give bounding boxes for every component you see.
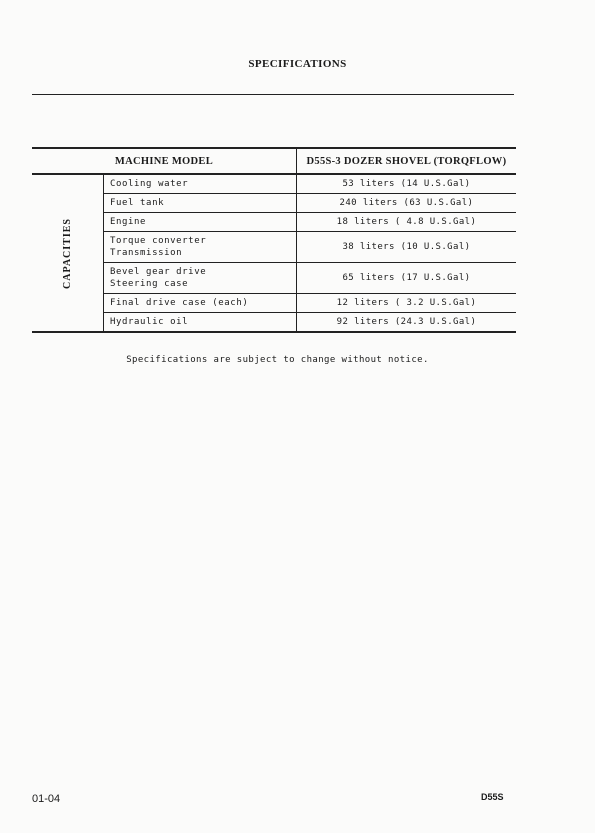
table-row: [32, 194, 516, 213]
row-value: 38 liters (10 U.S.Gal): [296, 232, 516, 263]
row-item: Engine: [103, 213, 296, 232]
header-rule: [32, 94, 514, 95]
row-item: Torque converter Transmission: [103, 232, 296, 263]
header-machine-name: D55S-3 DOZER SHOVEL (TORQFLOW): [296, 148, 516, 174]
table-row: [32, 263, 516, 294]
header-machine-model: MACHINE MODEL: [32, 148, 296, 174]
row-item: Final drive case (each): [103, 294, 296, 313]
row-item: Cooling water: [103, 174, 296, 194]
row-value: 18 liters ( 4.8 U.S.Gal): [296, 213, 516, 232]
row-item: Fuel tank: [103, 194, 296, 213]
row-value: 240 liters (63 U.S.Gal): [296, 194, 516, 213]
table-row: [32, 174, 516, 194]
page-number: 01-04: [32, 793, 61, 805]
row-value: 53 liters (14 U.S.Gal): [296, 174, 516, 194]
row-value: 92 liters (24.3 U.S.Gal): [296, 313, 516, 333]
page-title: SPECIFICATIONS: [248, 58, 347, 70]
row-value: 65 liters (17 U.S.Gal): [296, 263, 516, 294]
change-notice: Specifications are subject to change without notice.: [126, 355, 429, 365]
row-item: Hydraulic oil: [103, 313, 296, 333]
table-header-row: [32, 148, 516, 174]
table-row: [32, 232, 516, 263]
table-row: [32, 313, 516, 333]
capacities-side-cell: [32, 174, 103, 332]
table-row: [32, 294, 516, 313]
footer-model: D55S: [481, 792, 504, 802]
specifications-table: [32, 147, 516, 333]
table-row: [32, 213, 516, 232]
row-item: Bevel gear drive Steering case: [103, 263, 296, 294]
row-value: 12 liters ( 3.2 U.S.Gal): [296, 294, 516, 313]
capacities-label: CAPACITIES: [61, 217, 73, 289]
